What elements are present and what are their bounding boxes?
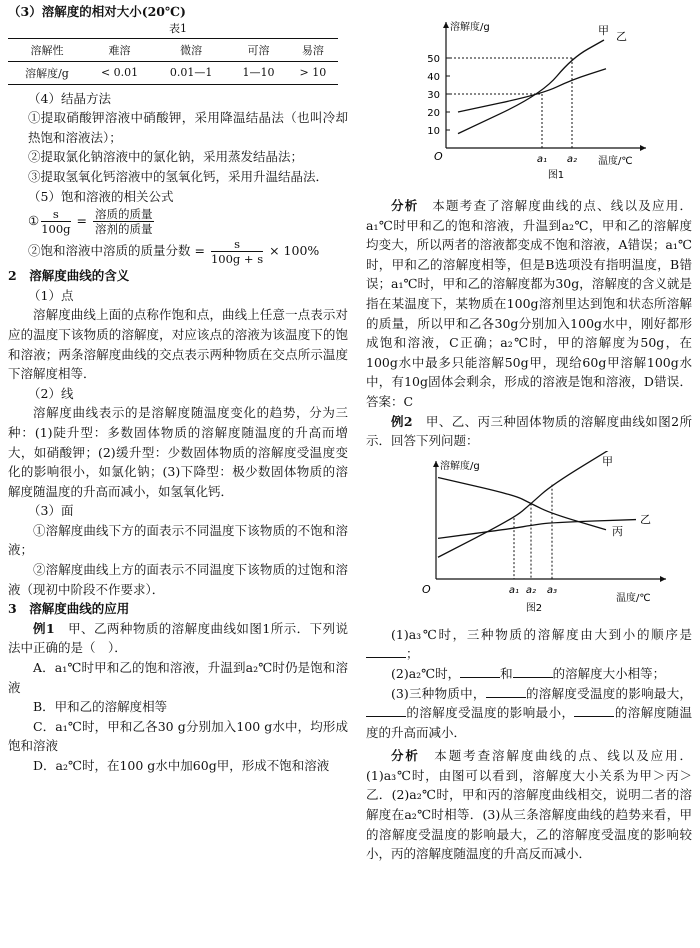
x-axis-arrow <box>640 145 646 151</box>
x-axis-arrow <box>660 576 666 582</box>
list-item: ③提取氢氧化钙溶液中的氢氧化钙，采用升温结晶法． <box>28 168 329 184</box>
left-column <box>8 0 348 776</box>
x-axis-label: 温度/℃ <box>616 592 651 604</box>
table-header: 微溶 <box>153 38 229 61</box>
table-cell: 0.01—1 <box>153 61 229 84</box>
y-axis-arrow <box>433 461 439 467</box>
series-line-bing <box>438 477 606 529</box>
analysis-text: 本题考查溶解度曲线的点、线以及应用．(1)a₃℃时，由图可以看到，溶解度大小关系为甲＞丙＞乙．(2)a₂℃时，甲和丙的溶解度曲线相交，说明二者的溶解度在a₂℃时相等．(3)从三条溶解度曲线的趋势来看，甲的溶解度受温度的影响最大，乙的溶解度受温度的影响较小，丙的溶解度随温度的升高反而减小． <box>366 748 692 862</box>
numerator: s <box>211 237 263 252</box>
list-item: ②提取氯化钠溶液中的氯化钠，采用蒸发结晶法； <box>28 149 304 165</box>
subheading: （2）线 <box>28 385 74 401</box>
y-tick-label: 40 <box>427 72 440 83</box>
list-item: ①提取硝酸钾溶液中硝酸钾，采用降温结晶法（也叫冷却热饱和溶液法）； <box>28 110 348 145</box>
question-text: 的溶解度随温度的升高而减小． <box>366 705 692 740</box>
fraction <box>41 207 70 236</box>
section-heading: 3 溶解度曲线的应用 <box>8 601 130 617</box>
numerator: s <box>41 207 70 222</box>
paragraph: 溶解度曲线表示的是溶解度随温度变化的趋势，分为三种：(1)陡升型：多数固体物质的溶解度随温度的升高而增大，如硝酸钾；(2)缓升型：少数固体物质的溶解度受温度变化的影响很小，如氯化钠；(3)下降型：极少数固体物质的溶解度随温度的升高而减小，如氢氧化钙． <box>8 405 348 499</box>
y-tick-label: 50 <box>427 54 440 65</box>
table-cell: < 0.01 <box>86 61 153 84</box>
figure-1-chart <box>366 0 692 190</box>
table-header: 可溶 <box>229 38 288 61</box>
answer-blank[interactable] <box>366 704 406 717</box>
formula-1: ① $\frac{s}{100g}$ = $\frac{\text{溶质的质量}}{\text{溶剂的质量}}$ <box>28 207 153 237</box>
subheading: （1）点 <box>28 287 74 303</box>
x-tick-label: a₁ <box>536 154 548 165</box>
question-text: (1)a₃℃时，三种物质的溶解度由大到小的顺序是 <box>391 626 692 642</box>
figure-caption: 图2 <box>525 602 543 614</box>
analysis-1 <box>366 196 692 412</box>
x-tick-label: a₂ <box>525 584 537 596</box>
table-cell: 溶解度/g <box>8 61 86 84</box>
example-text: 甲、乙两种物质的溶解度曲线如图1所示．下列说法中正确的是（ ）． <box>8 620 348 656</box>
analysis-label: 分析 <box>391 748 420 764</box>
series-line-jia <box>458 40 604 134</box>
origin-label: O <box>422 582 431 596</box>
table-header: 溶解性 <box>8 38 86 61</box>
subheading: （3）面 <box>28 503 74 519</box>
option-d: D．a₂℃时，在100 g水中加60g甲，形成不饱和溶液 <box>33 758 330 773</box>
series-label-jia: 甲 <box>598 24 609 37</box>
series-label-yi: 乙 <box>616 30 627 43</box>
y-axis-label: 溶解度/g <box>440 460 480 472</box>
x-tick-label: a₂ <box>566 154 578 165</box>
question-text: 的溶解度大小相等； <box>552 665 666 681</box>
x-tick-label: a₁ <box>508 584 520 596</box>
example-label: 例2 <box>391 413 413 429</box>
question-text: 的溶解度受温度的影响最大， <box>525 685 692 701</box>
question-text: ； <box>406 646 419 662</box>
figure-2-chart <box>366 451 692 621</box>
x-axis-label: 温度/℃ <box>598 156 633 167</box>
y-tick-label: 10 <box>427 126 440 137</box>
section-heading: （4）结晶方法 <box>28 90 111 106</box>
y-axis-label: 溶解度/g <box>450 22 490 33</box>
answer-blank[interactable] <box>574 704 614 717</box>
answer-blank[interactable] <box>486 685 526 698</box>
table-header: 难溶 <box>86 38 153 61</box>
fraction <box>211 237 263 266</box>
question-2 <box>366 664 692 684</box>
series-label-jia: 甲 <box>602 454 613 468</box>
section-heading: 2 溶解度曲线的含义 <box>8 268 130 284</box>
answer-blank[interactable] <box>460 665 500 678</box>
y-tick-label: 20 <box>427 108 440 119</box>
section-heading: （5）饱和溶液的相关公式 <box>28 188 174 204</box>
option-a: A．a₁℃时甲和乙的饱和溶液，升温到a₂℃时仍是饱和溶液 <box>8 660 348 695</box>
y-axis-arrow <box>443 22 449 28</box>
numerator: 溶质的质量 <box>94 207 153 222</box>
formula-prefix: ②饱和溶液中溶质的质量分数 = <box>28 243 205 259</box>
series-line-yi <box>438 519 636 538</box>
x-tick-label: a₃ <box>546 584 558 596</box>
formula-2 <box>8 236 348 266</box>
paragraph: ②溶解度曲线上方的面表示不同温度下该物质的过饱和溶液（现初中阶段不作要求）． <box>8 562 348 597</box>
denominator: 100g + s <box>210 252 264 267</box>
question-text: 的溶解度受温度的影响最小， <box>406 705 575 721</box>
formula-suffix: × 100% <box>269 243 320 259</box>
series-label-yi: 乙 <box>640 512 651 526</box>
table-header: 易溶 <box>288 38 338 61</box>
series-label-bing: 丙 <box>612 524 623 538</box>
question-text: (2)a₂℃时， <box>391 665 461 681</box>
example-text: 甲、乙、丙三种固体物质的溶解度曲线如图2所示．回答下列问题： <box>366 413 692 449</box>
table-cell: 1—10 <box>229 61 288 84</box>
question-1 <box>366 625 692 664</box>
example-2 <box>366 412 692 451</box>
denominator: 100g <box>41 222 71 237</box>
analysis-2 <box>366 746 692 864</box>
y-tick-label: 30 <box>427 90 440 101</box>
right-column <box>366 0 692 864</box>
fraction <box>93 207 155 236</box>
answer-blank[interactable] <box>513 665 553 678</box>
question-text: 和 <box>500 665 513 681</box>
table-caption: 表1 <box>169 21 187 35</box>
option-b: B．甲和乙的溶解度相等 <box>33 699 168 715</box>
question-text: (3)三种物质中， <box>391 685 486 701</box>
origin-label: O <box>434 150 443 163</box>
analysis-label: 分析 <box>391 198 419 213</box>
section-heading: （3）溶解度的相对大小(20℃) <box>8 4 186 19</box>
example-label: 例1 <box>33 620 55 636</box>
question-3 <box>366 684 692 743</box>
answer-blank[interactable] <box>366 645 406 658</box>
formula-prefix: ① <box>28 213 40 229</box>
series-line-yi <box>458 69 606 112</box>
denominator: 溶剂的质量 <box>94 222 153 237</box>
analysis-text: 本题考查了溶解度曲线的点、线以及应用．a₁℃时甲和乙的饱和溶液，升温到a₂℃，甲和乙的溶解度均变大，所以两者的溶液都变成不饱和溶液，A错误；a₁℃时，甲和乙的溶解度相等，但是B选项没有指明温度，B错误；a₁℃时，甲和乙的溶解度都为30g，溶解度的含义就是指在某温度下，某物质在100g溶剂里达到饱和状态所溶解的质量，所以甲和乙各30g分别加入100g水中，刚好都形成饱和溶液，C正确；a₂℃时，甲的溶解度为50g，在100g水中最多只能溶解50g甲，现给60g甲溶解100g水中，有10g固体会剩余，形成的溶液是饱和溶液，D错误．答案：C <box>366 198 692 409</box>
table-cell: > 10 <box>288 61 338 84</box>
example-1 <box>8 619 348 658</box>
figure-caption: 图1 <box>547 170 565 181</box>
option-c: C．a₁℃时，甲和乙各30 g分别加入100 g水中，均形成饱和溶液 <box>8 718 348 754</box>
solubility-table <box>8 38 338 85</box>
paragraph: ①溶解度曲线下方的面表示不同温度下该物质的不饱和溶液； <box>8 522 348 558</box>
paragraph: 溶解度曲线上面的点称作饱和点，曲线上任意一点表示对应的温度下该物质的溶解度，对应该点的溶液为该温度下的饱和溶液；两条溶解度曲线的交点表示两种物质在交点所示温度下溶解度相等． <box>8 307 348 382</box>
